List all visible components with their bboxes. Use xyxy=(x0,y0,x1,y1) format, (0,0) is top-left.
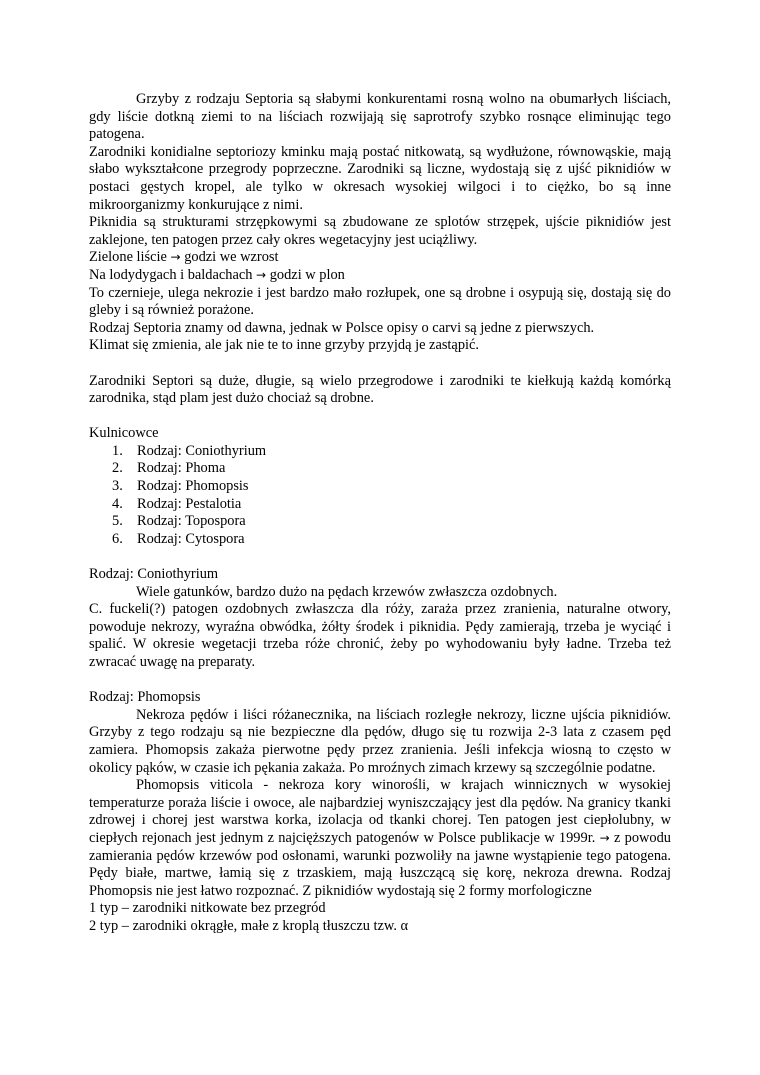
paragraph-czernieje: To czernieje, ulega nekrozie i jest bardzo mało rozłupek, one są drobne i osypują się, dostają się do gleby i są również porażone. xyxy=(89,284,671,319)
list-item: Rodzaj: Phomopsis xyxy=(137,478,249,495)
list-item: Rodzaj: Topospora xyxy=(137,513,246,530)
list-item: Rodzaj: Coniothyrium xyxy=(137,442,267,459)
spacer xyxy=(89,672,671,690)
paragraph-zarodniki-septori: Zarodniki Septori są duże, długie, są wielo przegrodowe i zarodniki te kiełkują każdą komórką zarodnika, stąd plam jest dużo chociaż są drobne. xyxy=(89,372,671,407)
paragraph-piknidia: Piknidia są strukturami strzępkowymi są zbudowane ze splotów strzępek, ujście piknidiów jest zaklejone, ten patogen przez cały okres wegetacyjny jest uciążliwy. xyxy=(89,214,671,248)
line-lodydygi xyxy=(89,267,671,285)
line-typ-2: 2 typ – zarodniki okrągłe, małe z kroplą tłuszczu tzw. α xyxy=(89,917,409,934)
line-zielone-liscie-effect: godzi we wzrost xyxy=(184,249,279,266)
line-lodydygi-effect: godzi w plon xyxy=(269,266,345,283)
paragraph-zarodniki-konidialne: Zarodniki konidialne septoriozy kminku mają postać nitkowatą, są wydłużone, równowąskie, mają słabo wykształcone przegrody poprzeczne. Zarodniki są liczne, wydostają się z ujść piknidiów w postaci gęstych kropel, ale tylko w okresach wysokiej wilgoci i to ciężko, bo są inne mikroorganizmy konkurujące z nimi. xyxy=(89,143,671,213)
paragraph-septoria-polska: Rodzaj Septoria znamy od dawna, jednak w Polsce opisy o carvi są jedne z pierwszych. xyxy=(89,319,595,336)
list-item: Rodzaj: Cytospora xyxy=(137,530,245,547)
list-rodzaje xyxy=(89,443,671,549)
paragraph-phomopsis-viticola-part1: Phomopsis viticola - nekroza kory winorośli, w krajach winnicznych w wysokiej temperaturze poraża liście i owoce, ale najbardziej wyniszczający jest dla pędów. Na granicy tkanki zdrowej i chorej jest warstwa korka, izolacja od tkanki chorej. Ten patogen jest ciepłolubny, w ciepłych rejonach jest jednym z najcięższych patogenów w Polsce publikacje w 1999r. xyxy=(89,777,671,846)
spacer xyxy=(89,355,671,373)
arrow-right-icon: → xyxy=(599,830,610,845)
arrow-right-icon: → xyxy=(256,267,267,282)
line-zielone-liscie-text: Zielone liście xyxy=(89,249,167,266)
spacer xyxy=(89,408,671,426)
line-zielone-liscie xyxy=(89,249,671,267)
heading-phomopsis: Rodzaj: Phomopsis xyxy=(89,689,201,706)
paragraph-septoria-intro: Grzyby z rodzaju Septoria są słabymi konkurentami rosną wolno na obumarłych liściach, gdy liście dotkną ziemi to na liściach rozwijają się saprotrofy szybko rosnące eliminując tego patogena. xyxy=(89,91,671,143)
paragraph-phomopsis-viticola xyxy=(89,777,671,900)
line-lodydygi-text: Na lodydygach i baldachach xyxy=(89,266,253,283)
paragraph-klimat: Klimat się zmienia, ale jak nie te to inne grzyby przyjdą je zastąpić. xyxy=(89,337,479,354)
document-body xyxy=(89,91,671,936)
list-item: Rodzaj: Phoma xyxy=(137,460,226,477)
paragraph-phomopsis-viticola-part2: z powodu zamierania pędów krzewów pod osłonami, warunki pozwoliły na jawne wystąpienie tego patogena. Pędy białe, martwe, łamią się z trzaskiem, mają łuszczącą się korę, nekroza drewna. Rodzaj Phomopsis nie jest łatwo rozpoznać. Z piknidiów wydostają się 2 formy morfologiczne xyxy=(89,829,671,899)
paragraph-coniothyrium-intro: Wiele gatunków, bardzo dużo na pędach krzewów zwłaszcza ozdobnych. xyxy=(136,583,558,600)
arrow-right-icon: → xyxy=(170,250,181,265)
line-typ-1: 1 typ – zarodniki nitkowate bez przegród xyxy=(89,900,326,917)
heading-coniothyrium: Rodzaj: Coniothyrium xyxy=(89,566,219,583)
heading-kulnicowce: Kulnicowce xyxy=(89,425,159,442)
list-item: Rodzaj: Pestalotia xyxy=(137,495,242,512)
paragraph-c-fuckeli: C. fuckeli(?) patogen ozdobnych zwłaszcza dla róży, zaraża przez zranienia, naturalne otwory, powoduje nekrozy, wyraźna obwódka, żółty środek i piknidia. Pędy zamierają, trzeba je wyciąć i spalić. W okresie wegetacji trzeba róże chronić, żeby po wyhodowaniu były ładne. Trzeba też zwracać uwagę na preparaty. xyxy=(89,601,671,670)
spacer xyxy=(89,548,671,566)
paragraph-phomopsis-nekroza: Nekroza pędów i liści różanecznika, na liściach rozległe nekrozy, liczne ujścia piknidiów. Grzyby z tego rodzaju są nie bezpieczne dla pędów, długo się tu rozwija 2-3 lata z czasem pęd zamiera. Phomopsis zakaża pierwotne pędy przez zranienia. Jeśli infekcja wiosną to często w okolicy pąków, w czasie ich pękania zakaża. Po mroźnych zimach krzewy są szczególnie podatne. xyxy=(89,706,671,776)
